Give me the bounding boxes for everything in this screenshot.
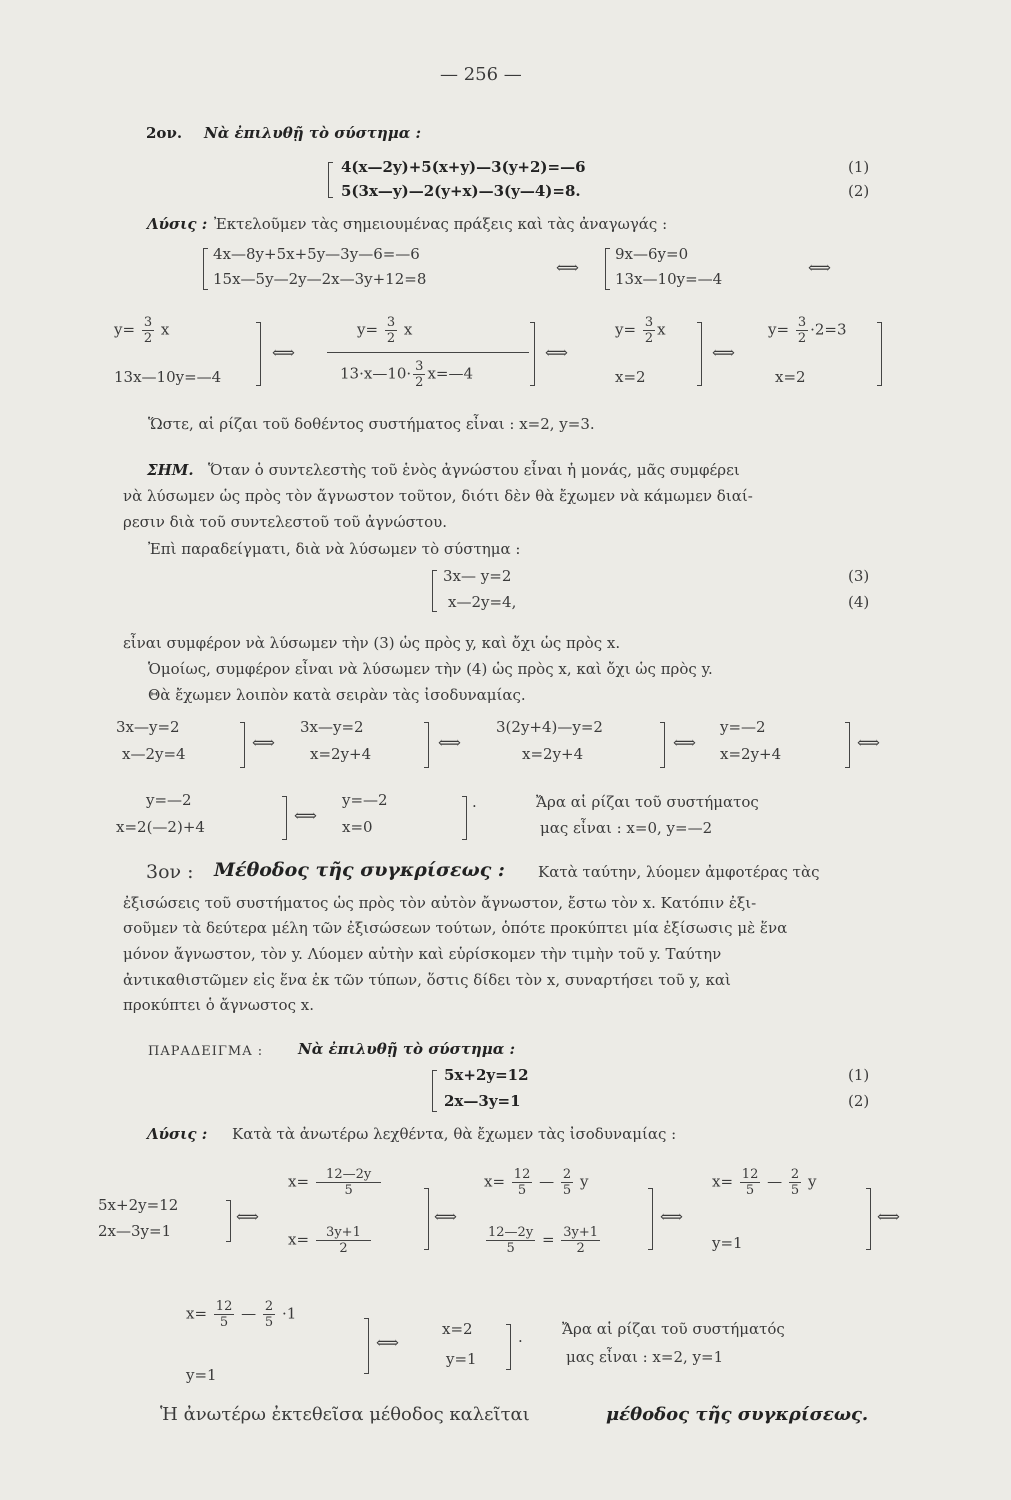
iff-icon: ⟺ (712, 343, 735, 362)
sec3-final: Ἡ ἀνωτέρω ἐκτεθεῖσα μέθοδος καλεῖται (160, 1404, 530, 1425)
iff-icon: ⟺ (545, 343, 568, 362)
brace (424, 722, 429, 768)
sec2-heading: Νὰ ἐπιλυθῇ τὸ σύστημα : (204, 124, 422, 142)
note-text5: εἶναι συμφέρον νὰ λύσωμεν τὴν (3) ὡς πρὸς y, καὶ ὄχι ὡς πρὸς x. (123, 634, 621, 652)
sec3-roots1: Ἄρα αἱ ρίζαι τοῦ συστήματός (562, 1320, 785, 1338)
sec3-roots2: μας εἶναι : x=2, y=1 (566, 1348, 724, 1366)
cmp-a1: 5x+2y=12 (98, 1196, 179, 1214)
cmp-c1: x= $\frac{12}{5}$ — $\frac{2}{5}$ y (484, 1167, 589, 1198)
iff-icon: ⟺ (376, 1333, 399, 1352)
sec3-p6: προκύπτει ὁ ἄγνωστος x. (123, 996, 314, 1014)
iff-icon: ⟺ (857, 733, 880, 752)
period: . (518, 1328, 523, 1346)
brace (697, 322, 702, 386)
example-heading: Νὰ ἐπιλυθῇ τὸ σύστημα : (298, 1040, 516, 1058)
deriv-y4: y= $\frac{3}{2}$ ·2=3 (768, 315, 847, 346)
iff-icon: ⟺ (434, 1207, 457, 1226)
note-r3b: x=2y+4 (522, 745, 584, 763)
iff-icon: ⟺ (660, 1207, 683, 1226)
sec3-final-bold: μέθοδος τῆς συγκρίσεως. (606, 1404, 869, 1425)
cmp-c2: $\frac{12—2y}{5}$ = $\frac{3y+1}{2}$ (488, 1225, 599, 1256)
brace (424, 1188, 429, 1250)
sec3-p3: σοῦμεν τὰ δεύτερα μέλη τῶν ἐξισώσεων τούτων, ὁπότε προκύπτει μία ἐξίσωσις μὲ ἕνα (123, 919, 788, 937)
brace (282, 796, 287, 840)
brace (530, 322, 535, 386)
note-roots2: μας εἶναι : x=0, y=—2 (540, 819, 713, 837)
note-r5b: x=2(—2)+4 (116, 818, 205, 836)
cmp-e1: x= $\frac{12}{5}$ — $\frac{2}{5}$ ·1 (186, 1299, 297, 1330)
brace (648, 1188, 653, 1250)
note-r6a: y=—2 (342, 791, 388, 809)
sec3-heading: Μέθοδος τῆς συγκρίσεως : (214, 859, 505, 881)
sec2-eq2-tag: (2) (848, 182, 870, 200)
cmp-f1: x=2 (442, 1320, 473, 1338)
iff-icon: ⟺ (877, 1207, 900, 1226)
brace (845, 722, 850, 768)
brace (226, 1200, 231, 1242)
cmp-b1: x= $\frac{12—2y}{5}$ (288, 1167, 380, 1198)
iff-icon: ⟺ (808, 258, 831, 277)
example-label: ΠΑΡΑΔΕΙΓΜΑ : (148, 1044, 264, 1059)
sec2-conclusion: Ὥστε, αἱ ρίζαι τοῦ δοθέντος συστήματος εἶναι : x=2, y=3. (148, 415, 595, 433)
note-r4b: x=2y+4 (720, 745, 782, 763)
cmp-b2: x= $\frac{3y+1}{2}$ (288, 1225, 370, 1256)
cmp-d1: x= $\frac{12}{5}$ — $\frac{2}{5}$ y (712, 1167, 817, 1198)
cmp-e2: y=1 (186, 1366, 217, 1384)
deriv-y1: y= $\frac{3}{2}$ x (114, 315, 170, 346)
brace (432, 570, 437, 612)
note-eq4-tag: (4) (848, 593, 870, 611)
note-r2a: 3x—y=2 (300, 718, 364, 736)
brace (256, 322, 261, 386)
sec2-eq1: 4(x—2y)+5(x+y)—3(y+2)=—6 (341, 158, 586, 176)
iff-icon: ⟺ (236, 1207, 259, 1226)
brace (240, 722, 245, 768)
sec3-eq2: 2x—3y=1 (444, 1092, 521, 1110)
iff-icon: ⟺ (438, 733, 461, 752)
cmp-f2: y=1 (446, 1350, 477, 1368)
note-r6b: x=0 (342, 818, 373, 836)
brace (660, 722, 665, 768)
sec2-heading-num: 2ον. (146, 124, 183, 142)
sec3-eq1-tag: (1) (848, 1066, 870, 1084)
deriv-eq1: 13x—10y=—4 (114, 368, 222, 386)
sec3-lysis-label: Λύσις : (147, 1125, 208, 1143)
note-r3a: 3(2y+4)—y=2 (496, 718, 603, 736)
sec2-lysis-text: Ἐκτελοῦμεν τὰς σημειουμένας πράξεις καὶ τὰς ἀναγωγάς : (214, 215, 668, 233)
note-r1b: x—2y=4 (122, 745, 186, 763)
sec3-p5: ἀντικαθιστῶμεν εἰς ἕνα ἐκ τῶν τύπων, ὅστις δίδει τὸν x, συναρτήσει τοῦ y, καὶ (123, 971, 731, 989)
brace (462, 796, 467, 840)
brace (432, 1070, 437, 1112)
note-text1: Ὅταν ὁ συντελεστὴς τοῦ ἑνὸς ἀγνώστου εἶναι ἡ μονάς, μᾶς συμφέρει (208, 461, 740, 479)
sec3-p2: ἐξισώσεις τοῦ συστήματος ὡς πρὸς τὸν αὐτὸν ἄγνωστον, ἔστω τὸν x. Κατόπιν ἐξι- (123, 894, 757, 912)
note-label: ΣΗΜ. (147, 461, 194, 479)
sec2-s1b: 15x—5y—2y—2x—3y+12=8 (213, 270, 427, 288)
brace (877, 322, 882, 386)
deriv-eq2: 13·x—10· $\frac{3}{2}$ x=—4 (340, 359, 474, 390)
deriv-y3: y= $\frac{3}{2}$ x (615, 315, 666, 346)
divider (327, 352, 529, 353)
deriv-y2: y= $\frac{3}{2}$ x (357, 315, 413, 346)
note-r1a: 3x—y=2 (116, 718, 180, 736)
iff-icon: ⟺ (272, 343, 295, 362)
sec2-s1a: 4x—8y+5x+5y—3y—6=—6 (213, 245, 420, 263)
note-r2b: x=2y+4 (310, 745, 372, 763)
sec3-p1: Κατὰ ταύτην, λύομεν ἀμφοτέρας τὰς (538, 863, 820, 881)
sec2-s2a: 9x—6y=0 (615, 245, 689, 263)
note-roots1: Ἄρα αἱ ρίζαι τοῦ συστήματος (536, 793, 759, 811)
sec3-lysis-text: Κατὰ τὰ ἀνωτέρω λεχθέντα, θὰ ἔχωμεν τὰς ἰσοδυναμίας : (232, 1125, 677, 1143)
deriv-x3: x=2 (615, 368, 646, 386)
sec2-eq1-tag: (1) (848, 158, 870, 176)
deriv-x4: x=2 (775, 368, 806, 386)
sec2-eq2: 5(3x—y)—2(y+x)—3(y—4)=8. (341, 182, 581, 200)
brace (203, 248, 208, 290)
sec2-s2b: 13x—10y=—4 (615, 270, 723, 288)
sec2-lysis-label: Λύσις : (147, 215, 208, 233)
sec3-eq1: 5x+2y=12 (444, 1066, 529, 1084)
sec3-heading-num: 3ον : (146, 861, 194, 883)
sec3-p4: μόνον ἄγνωστον, τὸν y. Λύομεν αὐτὴν καὶ εὑρίσκομεν τὴν τιμὴν τοῦ y. Ταύτην (123, 945, 722, 963)
cmp-a2: 2x—3y=1 (98, 1222, 172, 1240)
iff-icon: ⟺ (252, 733, 275, 752)
brace (506, 1324, 511, 1370)
note-r4a: y=—2 (720, 718, 766, 736)
iff-icon: ⟺ (673, 733, 696, 752)
brace (328, 162, 333, 198)
note-text3: ρεσιν διὰ τοῦ συντελεστοῦ τοῦ ἀγνώστου. (123, 513, 448, 531)
note-text4: Ἐπὶ παραδείγματι, διὰ νὰ λύσωμεν τὸ σύστημα : (148, 540, 521, 558)
iff-icon: ⟺ (556, 258, 579, 277)
brace (364, 1318, 369, 1374)
note-text2: νὰ λύσωμεν ὡς πρὸς τὸν ἄγνωστον τοῦτον, διότι δὲν θὰ ἔχωμεν νὰ κάμωμεν διαί- (123, 487, 753, 505)
note-text6: Ὁμοίως, συμφέρον εἶναι νὰ λύσωμεν τὴν (4) ὡς πρὸς x, καὶ ὄχι ὡς πρὸς y. (148, 660, 713, 678)
iff-icon: ⟺ (294, 806, 317, 825)
note-r5a: y=—2 (146, 791, 192, 809)
note-eq4: x—2y=4, (448, 593, 517, 611)
brace (605, 248, 610, 290)
sec3-eq2-tag: (2) (848, 1092, 870, 1110)
note-eq3: 3x— y=2 (443, 567, 512, 585)
note-text7: Θὰ ἔχωμεν λοιπὸν κατὰ σειρὰν τὰς ἰσοδυναμίας. (148, 686, 526, 704)
page-number: — 256 — (440, 64, 522, 85)
note-eq3-tag: (3) (848, 567, 870, 585)
brace (866, 1188, 871, 1250)
cmp-d2: y=1 (712, 1234, 743, 1252)
period: . (472, 793, 477, 811)
